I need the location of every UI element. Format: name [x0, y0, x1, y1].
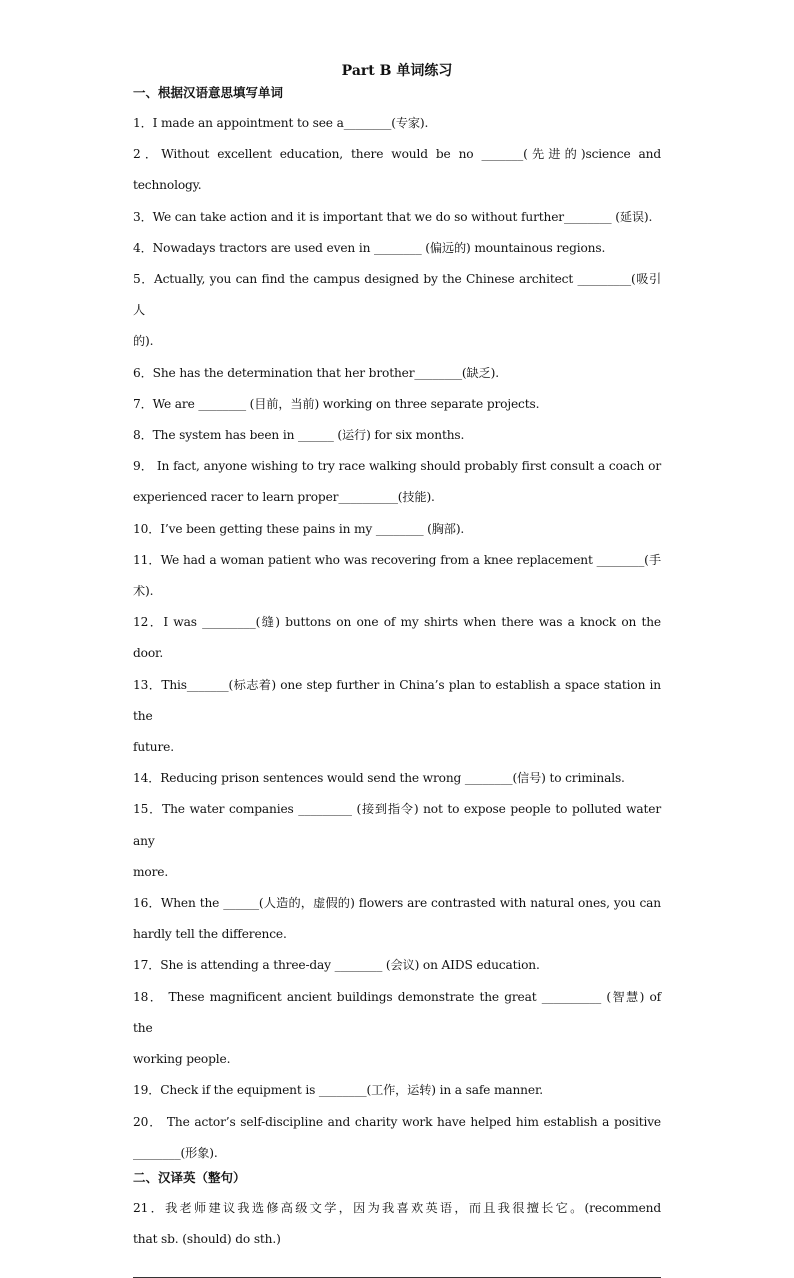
answer-line[interactable] — [133, 1259, 661, 1278]
question-line: 10．I’ve been getting these pains in my ________ (胸部). — [133, 521, 465, 536]
question-item — [133, 607, 661, 669]
question-item — [133, 139, 661, 201]
question-line: 6．She has the determination that her brother________(缺乏). — [133, 365, 499, 380]
question-line: 17．She is attending a three-day ________ (会议) on AIDS education. — [133, 958, 540, 973]
question-line: 16．When the ______(人造的，虚假的) flowers are contrasted with natural ones, you can — [133, 896, 661, 911]
question-item — [133, 982, 661, 1076]
question-item — [133, 950, 661, 981]
question-item — [133, 233, 661, 264]
question-item — [133, 202, 661, 233]
question-item — [133, 389, 661, 420]
question-item — [133, 545, 661, 607]
question-line: 19．Check if the equipment is ________(工作，运转) in a safe manner. — [133, 1083, 544, 1098]
question-line: future. — [133, 740, 174, 755]
question-item — [133, 108, 661, 139]
question-item — [133, 451, 661, 513]
question-line: 15．The water companies _________ (接到指令) not to expose people to polluted water any — [133, 802, 661, 848]
section-heading-1: 一、根据汉语意思填写单词 — [133, 85, 284, 100]
question-line: 的). — [133, 334, 154, 349]
question-line: 5．Actually, you can find the campus designed by the Chinese architect _________(吸引人 — [133, 272, 661, 318]
question-line: 3．We can take action and it is important that we do so without further________ (延误). — [133, 209, 653, 224]
question-line: 8．The system has been in ______ (运行) for six months. — [133, 428, 465, 443]
question-line: 20． The actor’s self-discipline and charity work have helped him establish a positive — [133, 1114, 661, 1129]
question-line: 12．I was _________(缝) buttons on one of my shirts when there was a knock on the door. — [133, 615, 661, 661]
question-item — [133, 514, 661, 545]
question-line: 14．Reducing prison sentences would send the wrong ________(信号) to criminals. — [133, 771, 625, 786]
question-line: 9． In fact, anyone wishing to try race walking should probably first consult a coach or — [133, 459, 661, 474]
section-heading-2: 二、汉译英（整句） — [133, 1169, 246, 1185]
question-item — [133, 264, 661, 358]
page-title: Part B 单词练习 — [341, 63, 453, 79]
question-line: 11．We had a woman patient who was recovering from a knee replacement ________(手术). — [133, 552, 661, 599]
question-21 — [133, 1193, 661, 1255]
question-line: 2．Without excellent education, there would be no _______(先进的)science and technology. — [133, 147, 661, 193]
question-item — [133, 888, 661, 950]
question-line: 7．We are ________ (目前，当前) working on three separate projects. — [133, 396, 540, 411]
question-item — [133, 794, 661, 888]
question-item — [133, 1107, 661, 1169]
question-line: 18． These magnificent ancient buildings demonstrate the great __________ (智慧) of the — [133, 989, 661, 1035]
worksheet-page — [133, 60, 661, 1278]
question-line: 13．This_______(标志着) one step further in China’s plan to establish a space station in the — [133, 677, 661, 723]
question-list — [133, 108, 661, 1169]
question-item — [133, 420, 661, 451]
question-item — [133, 763, 661, 794]
question-item — [133, 1075, 661, 1106]
question-line: 4．Nowadays tractors are used even in ________ (偏远的) mountainous regions. — [133, 240, 606, 255]
question-line: ________(形象). — [133, 1145, 218, 1160]
question-line: hardly tell the difference. — [133, 927, 287, 942]
question-line: that sb. (should) do sth.) — [133, 1232, 281, 1247]
question-line: 1．I made an appointment to see a________(专家). — [133, 116, 429, 130]
question-line: working people. — [133, 1052, 231, 1067]
question-item — [133, 670, 661, 764]
question-line: 21．我老师建议我选修高级文学，因为我喜欢英语，而且我很擅长它。(recommend — [133, 1200, 661, 1215]
question-line: experienced racer to learn proper__________(技能). — [133, 490, 435, 505]
question-line: more. — [133, 864, 169, 879]
question-item — [133, 358, 661, 389]
